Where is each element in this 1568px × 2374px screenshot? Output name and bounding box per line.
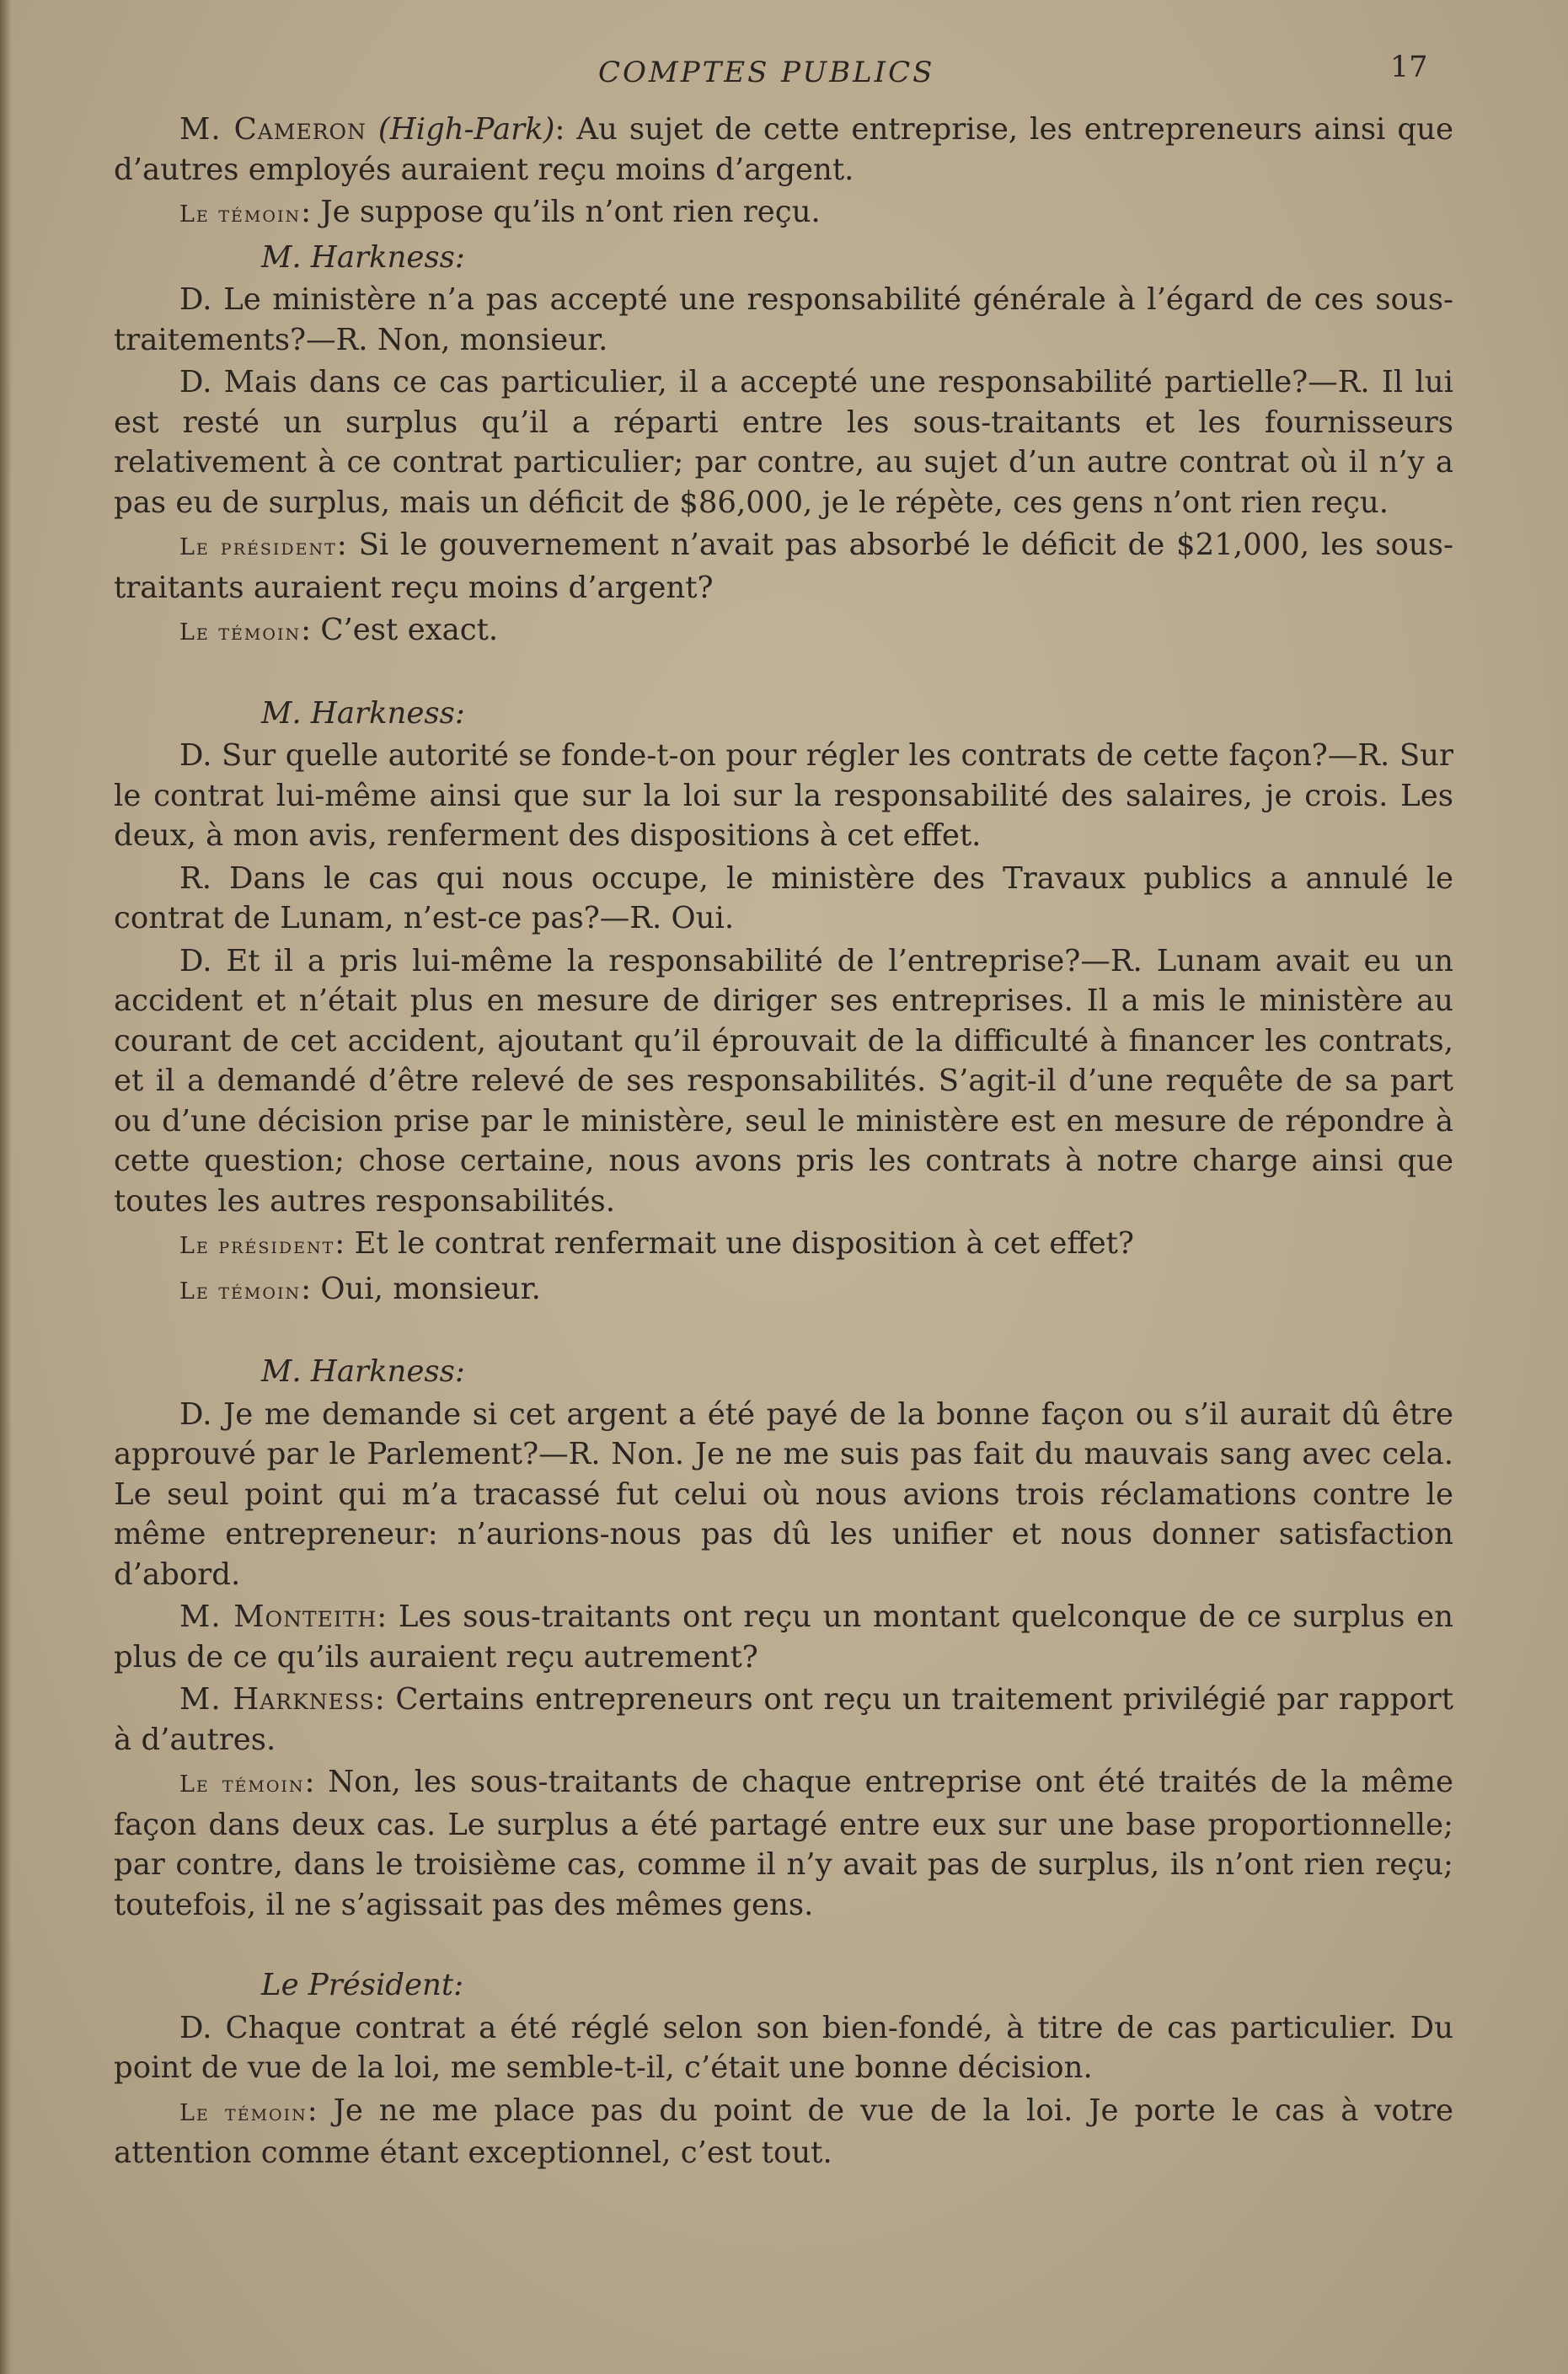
- speaker-name: Le témoin: [179, 2099, 308, 2126]
- section-gap: [114, 1927, 1453, 1965]
- speaker-heading: Le Président:: [261, 1968, 464, 2002]
- paragraph-text: : Non, les sous-traitants de chaque entreprise ont été traités de la même façon dans deux cas. Le surplus a été partagé entre eux sur une base proportionnelle; par contre, dans le troisième cas, comme il n’y avait pas de surplus, ils n’ont rien reçu; toutefois, il ne s’agissait pas des mêmes gens.: [114, 1765, 1453, 1922]
- paragraph: [114, 192, 1453, 235]
- paragraph: [114, 1597, 1453, 1677]
- speaker-name: Le président: [179, 1233, 335, 1259]
- paragraph: [114, 2091, 1453, 2173]
- page-edge: [0, 0, 12, 2374]
- speaker-name: Le président: [179, 534, 337, 560]
- running-head: COMPTES PUBLICS: [598, 56, 935, 89]
- paragraph-text: : Et le contrat renfermait une disposition à cet effet?: [334, 1226, 1134, 1261]
- paragraph: [114, 1395, 1453, 1595]
- speaker-qualifier: (High-Park): [377, 112, 555, 147]
- paragraph-text: D. Mais dans ce cas particulier, il a accepté une responsabilité partielle?—R. Il lui est resté un surplus qu’il a réparti entre les sous-traitants et les fournisseurs relativement à ce contrat particulier; par contre, au sujet d’un autre contrat où il n’y a pas eu de surplus, mais un déficit de $86,000, je le répète, ces gens n’ont rien reçu.: [114, 365, 1453, 520]
- speaker-name: Le témoin: [179, 1278, 302, 1305]
- paragraph: [114, 610, 1453, 653]
- paragraph: [114, 1762, 1453, 1925]
- paragraph: [114, 1680, 1453, 1760]
- document-body: [114, 110, 1453, 2176]
- speaker-heading: M. Harkness:: [261, 1354, 465, 1389]
- paragraph: [114, 736, 1453, 856]
- paragraph: [114, 941, 1453, 1222]
- speaker-name: Le témoin: [179, 619, 302, 646]
- section-gap: [114, 1314, 1453, 1352]
- page-number: 17: [1390, 51, 1428, 84]
- speaker-name: Le témoin: [179, 1771, 305, 1798]
- paragraph-text: : Si le gouvernement n’avait pas absorbé le déficit de $21,000, les sous-traitants auraient reçu moins d’argent?: [114, 528, 1453, 605]
- paragraph: [114, 1224, 1453, 1267]
- paragraph-text: D. Chaque contrat a été réglé selon son bien-fondé, à titre de cas particulier. Du point de vue de la loi, me semble-t-il, c’était une bonne décision.: [114, 2010, 1453, 2085]
- paragraph: [114, 362, 1453, 522]
- paragraph-text: : Les sous-traitants ont reçu un montant quelconque de ce surplus en plus de ce qu’ils auraient reçu autrement?: [114, 1600, 1453, 1675]
- paragraph-text: : Certains entrepreneurs ont reçu un traitement privilégié par rapport à d’autres.: [114, 1682, 1453, 1757]
- paragraph-text: D. Sur quelle autorité se fonde-t-on pour régler les contrats de cette façon?—R. Sur le contrat lui-même ainsi que sur la loi sur la responsabilité des salaires, je crois. Les deux, à mon avis, renferment des dispositions à cet effet.: [114, 738, 1453, 853]
- paragraph-text: : Je ne me place pas du point de vue de la loi. Je porte le cas à votre attention comme étant exceptionnel, c’est tout.: [114, 2093, 1453, 2170]
- paragraph: [114, 280, 1453, 360]
- paragraph: [114, 2008, 1453, 2088]
- section-gap: [114, 656, 1453, 694]
- paragraph-text: : Je suppose qu’ils n’ont rien reçu.: [301, 195, 821, 229]
- paragraph-text: : C’est exact.: [301, 613, 499, 647]
- speaker-heading: M. Harkness:: [261, 695, 465, 731]
- paragraph-text: D. Et il a pris lui-même la responsabilité de l’entreprise?—R. Lunam avait eu un accident et n’était plus en mesure de diriger ses entreprises. Il a mis le ministère au courant de cet accident, ajoutant qu’il éprouvait de la difficulté à financer les contrats, et il a demandé d’être relevé de ses responsabilités. S’agit-il d’une requête de sa part ou d’une décision prise par le ministère, seul le ministère est en mesure de répondre à cette question; chose certaine, nous avons pris les contrats à notre charge ainsi que toutes les autres responsabilités.: [114, 943, 1453, 1219]
- paragraph: [114, 1269, 1453, 1312]
- paragraph-text: : Au sujet de cette entreprise, les entrepreneurs ainsi que d’autres employés auraient reçu moins d’argent.: [114, 112, 1453, 187]
- paragraph: [114, 110, 1453, 190]
- speaker-name: M. Monteith: [179, 1600, 377, 1634]
- speaker-name: M. Harkness: [179, 1682, 375, 1717]
- paragraph-text: : Oui, monsieur.: [301, 1271, 541, 1306]
- speaker-name: Le témoin: [179, 201, 302, 228]
- paragraph-text: R. Dans le cas qui nous occupe, le ministère des Travaux publics a annulé le contrat de Lunam, n’est-ce pas?—R. Oui.: [114, 860, 1453, 935]
- speaker-name: M. Cameron: [179, 112, 367, 147]
- page-header: [0, 51, 1568, 101]
- paragraph: [114, 525, 1453, 608]
- paragraph-text: D. Le ministère n’a pas accepté une responsabilité générale à l’égard de ces sous-traitements?—R. Non, monsieur.: [114, 282, 1453, 357]
- paragraph: [114, 859, 1453, 939]
- paragraph-text: D. Je me demande si cet argent a été payé de la bonne façon ou s’il aurait dû être approuvé par le Parlement?—R. Non. Je ne me suis pas fait du mauvais sang avec cela. Le seul point qui m’a tracassé fut celui où nous avions trois réclamations contre le même entrepreneur: n’aurions-nous pas dû les unifier et nous donner satisfaction d’abord.: [114, 1396, 1453, 1592]
- speaker-heading: M. Harkness:: [261, 239, 465, 275]
